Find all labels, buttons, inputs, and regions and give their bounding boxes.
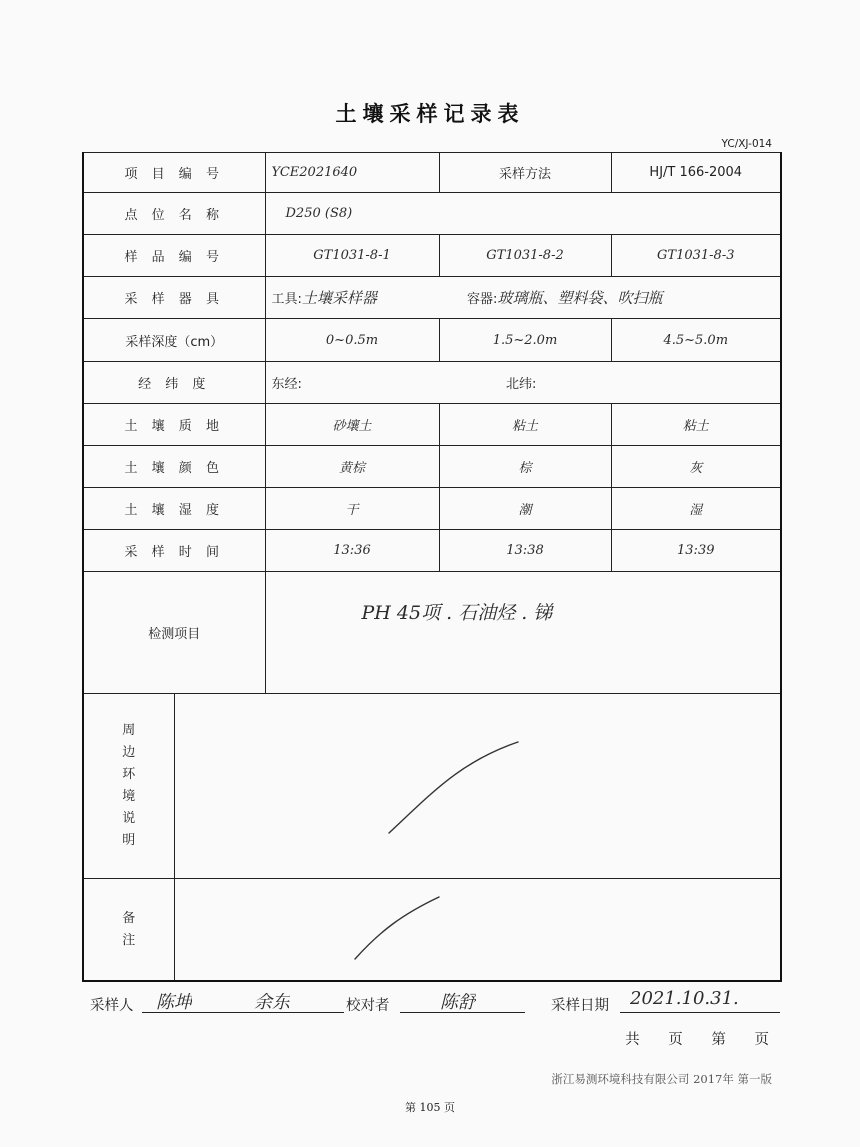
date-underline (620, 1012, 780, 1013)
row-sample-no (83, 235, 781, 277)
surroundings-strike-mark (175, 694, 775, 879)
time-value-3: 13:39 (611, 530, 781, 572)
sampling-method-value: HJ/T 166-2004 (611, 153, 781, 193)
depth-value-2: 1.5~2.0m (439, 319, 611, 361)
sampler-value-1: 陈坤 (156, 992, 192, 1013)
depth-label: 采样深度（cm） (83, 319, 265, 361)
row-depth (83, 319, 781, 361)
moisture-label: 土 壤 湿 度 (83, 487, 265, 529)
date-value: 2021.10.31. (630, 988, 739, 1009)
document-code: YC/XJ-014 (721, 138, 772, 150)
sample-no-value-3: GT1031-8-3 (611, 235, 781, 277)
texture-value-3: 粘土 (611, 403, 781, 445)
row-equipment (83, 277, 781, 319)
container-value: 玻璃瓶、塑料袋、吹扫瓶 (497, 289, 663, 308)
remarks-label (83, 879, 174, 981)
row-time (83, 530, 781, 572)
remarks-strike-mark (175, 879, 775, 981)
container-prefix: 容器: (467, 292, 498, 308)
page-number: 第 105 页 (405, 1101, 455, 1114)
sampler-label: 采样人 (90, 998, 134, 1014)
date-label: 采样日期 (551, 998, 609, 1014)
checker-label: 校对者 (346, 998, 390, 1014)
moisture-value-2: 潮 (439, 487, 611, 529)
surroundings-label (83, 693, 174, 879)
surroundings-content (174, 693, 781, 879)
east-longitude-prefix: 东经: (271, 376, 302, 392)
time-value-1: 13:36 (265, 530, 439, 572)
moisture-value-1: 干 (265, 487, 439, 529)
company-edition: 浙江易测环境科技有限公司 2017年 第一版 (551, 1072, 772, 1086)
vertical-label-char: 明 (122, 832, 136, 848)
row-remarks (83, 879, 781, 981)
row-color (83, 445, 781, 487)
color-value-2: 棕 (439, 445, 611, 487)
vertical-label-char: 说 (122, 810, 136, 826)
vertical-label-char: 周 (122, 722, 136, 738)
sampler-value-2: 余东 (254, 992, 290, 1013)
vertical-label-char: 境 (122, 788, 136, 804)
row-texture (83, 403, 781, 445)
surroundings-label-text (90, 720, 168, 852)
vertical-label-char: 注 (122, 932, 136, 948)
depth-value-1: 0~0.5m (265, 319, 439, 361)
depth-value-3: 4.5~5.0m (611, 319, 781, 361)
row-project-no (83, 153, 781, 193)
row-site-name (83, 193, 781, 235)
test-items-label: 检测项目 (83, 572, 265, 693)
row-surroundings (83, 693, 781, 879)
page-count-label: 共 页 第 页 (625, 1032, 772, 1048)
vertical-label-char: 边 (122, 744, 136, 760)
sampling-record-table (82, 152, 782, 982)
vertical-label-char: 备 (122, 910, 136, 926)
project-no-label: 项 目 编 号 (83, 153, 265, 193)
moisture-value-3: 湿 (611, 487, 781, 529)
checker-value: 陈舒 (440, 992, 476, 1013)
tool-value: 土壤采样器 (301, 289, 377, 308)
remarks-content (174, 879, 781, 981)
sample-no-value-2: GT1031-8-2 (439, 235, 611, 277)
row-moisture (83, 487, 781, 529)
coordinates-label: 经 纬 度 (83, 361, 265, 403)
texture-value-1: 砂壤土 (265, 403, 439, 445)
time-value-2: 13:38 (439, 530, 611, 572)
texture-label: 土 壤 质 地 (83, 403, 265, 445)
sample-no-label: 样 品 编 号 (83, 235, 265, 277)
project-no-value: YCE2021640 (265, 153, 439, 193)
equipment-label: 采 样 器 具 (83, 277, 265, 319)
form-title: 土壤采样记录表 (335, 102, 525, 126)
coordinates-cell (265, 361, 781, 403)
site-name-label: 点 位 名 称 (83, 193, 265, 235)
row-test-items (83, 572, 781, 693)
row-coordinates (83, 361, 781, 403)
time-label: 采 样 时 间 (83, 530, 265, 572)
color-value-1: 黄棕 (265, 445, 439, 487)
sampling-method-label: 采样方法 (439, 153, 611, 193)
site-name-value: D250 (S8) (265, 193, 781, 235)
color-label: 土 壤 颜 色 (83, 445, 265, 487)
vertical-label-char: 环 (122, 766, 136, 782)
tool-prefix: 工具: (271, 292, 302, 308)
color-value-3: 灰 (611, 445, 781, 487)
north-latitude-prefix: 北纬: (506, 376, 537, 392)
equipment-cell (265, 277, 781, 319)
test-items-value: PH 45项 . 石油烃 . 锑 (265, 572, 781, 693)
signature-footer (90, 990, 780, 1020)
remarks-label-text (90, 908, 168, 952)
texture-value-2: 粘土 (439, 403, 611, 445)
sample-no-value-1: GT1031-8-1 (265, 235, 439, 277)
